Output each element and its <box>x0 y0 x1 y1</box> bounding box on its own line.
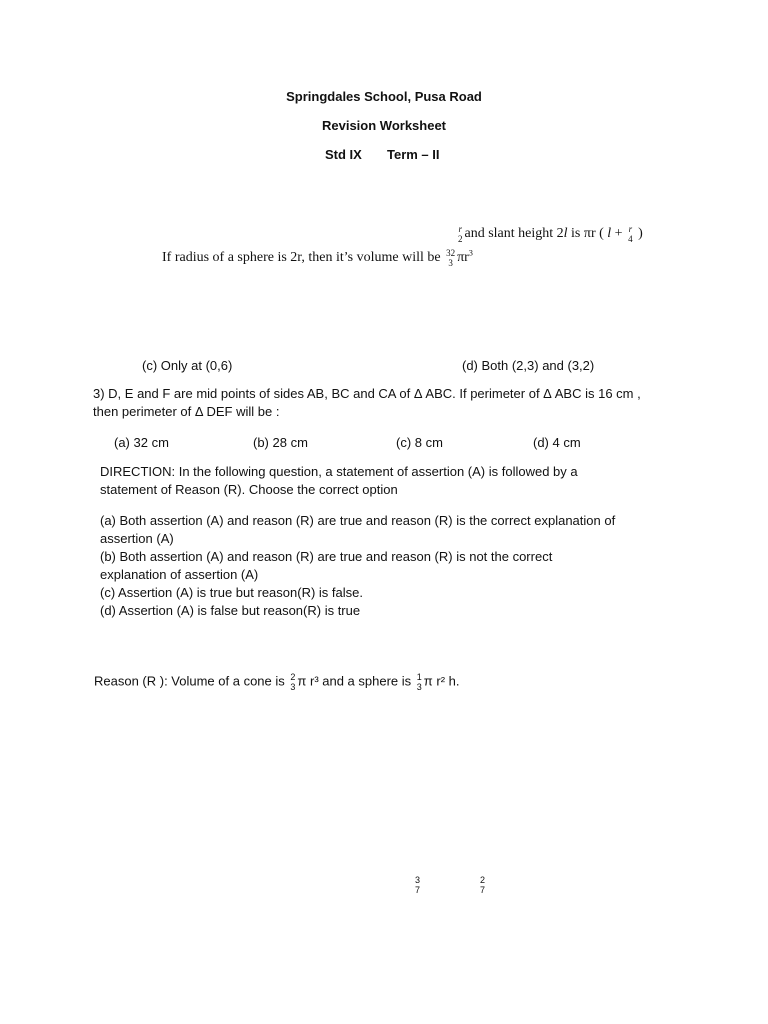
option-c-only-at: (c) Only at (0,6) <box>142 358 233 373</box>
question-3-line-1: 3) D, E and F are mid points of sides AB, BC and CA of Δ ABC. If perimeter of Δ ABC is 16 cm , <box>93 386 641 401</box>
frac-r-over-2: r 2 <box>458 224 463 244</box>
question-3 <box>93 385 641 421</box>
frac-r-over-4: r 4 <box>628 224 633 244</box>
direction-line-2: statement of Reason (R). Choose the correct option <box>100 482 398 497</box>
q3-option-c: (c) 8 cm <box>396 435 443 450</box>
fraction-3-over-7: 3 7 <box>415 875 421 895</box>
school-name: Springdales School, Pusa Road <box>286 89 482 104</box>
option-d-both: (d) Both (2,3) and (3,2) <box>462 358 595 373</box>
fraction-2-over-7: 2 7 <box>480 875 486 895</box>
assertion-option-a-line-2: assertion (A) <box>100 531 174 546</box>
term-label: Term – II <box>387 147 440 162</box>
q3-option-d: (d) 4 cm <box>533 435 581 450</box>
cone-fragment: r 2 and slant height 2l is πr ( l + r 4 ) <box>458 224 643 244</box>
assertion-option-a-line-1: (a) Both assertion (A) and reason (R) are true and reason (R) is the correct explanation of <box>100 513 616 528</box>
frac-2-over-3: 2 3 <box>290 672 296 692</box>
frac-1-over-3: 1 3 <box>416 672 422 692</box>
sphere-volume-line: If radius of a sphere is 2r, then it’s volume will be 32 3 $\pi r^3$ <box>162 248 473 268</box>
assertion-option-d: (d) Assertion (A) is false but reason(R) is true <box>100 603 361 618</box>
assertion-options <box>100 512 615 620</box>
frac-32-over-3: 32 3 <box>446 248 456 268</box>
assertion-option-b-line-1: (b) Both assertion (A) and reason (R) are true and reason (R) is not the correct <box>100 549 553 564</box>
assertion-option-c: (c) Assertion (A) is true but reason(R) is false. <box>100 585 363 600</box>
assertion-option-b-line-2: explanation of assertion (A) <box>100 567 259 582</box>
std-label: Std IX <box>325 147 362 162</box>
q3-option-a: (a) 32 cm <box>114 435 169 450</box>
reason-line: Reason (R ): Volume of a cone is 2 3 π r³ and a sphere is 1 3 π r² h. <box>94 672 460 692</box>
question-3-line-2: then perimeter of Δ DEF will be : <box>93 404 280 419</box>
direction-line-1: DIRECTION: In the following question, a statement of assertion (A) is followed by a <box>100 464 578 479</box>
q3-option-b: (b) 28 cm <box>253 435 308 450</box>
worksheet-title: Revision Worksheet <box>321 118 447 133</box>
direction-text <box>100 463 578 499</box>
